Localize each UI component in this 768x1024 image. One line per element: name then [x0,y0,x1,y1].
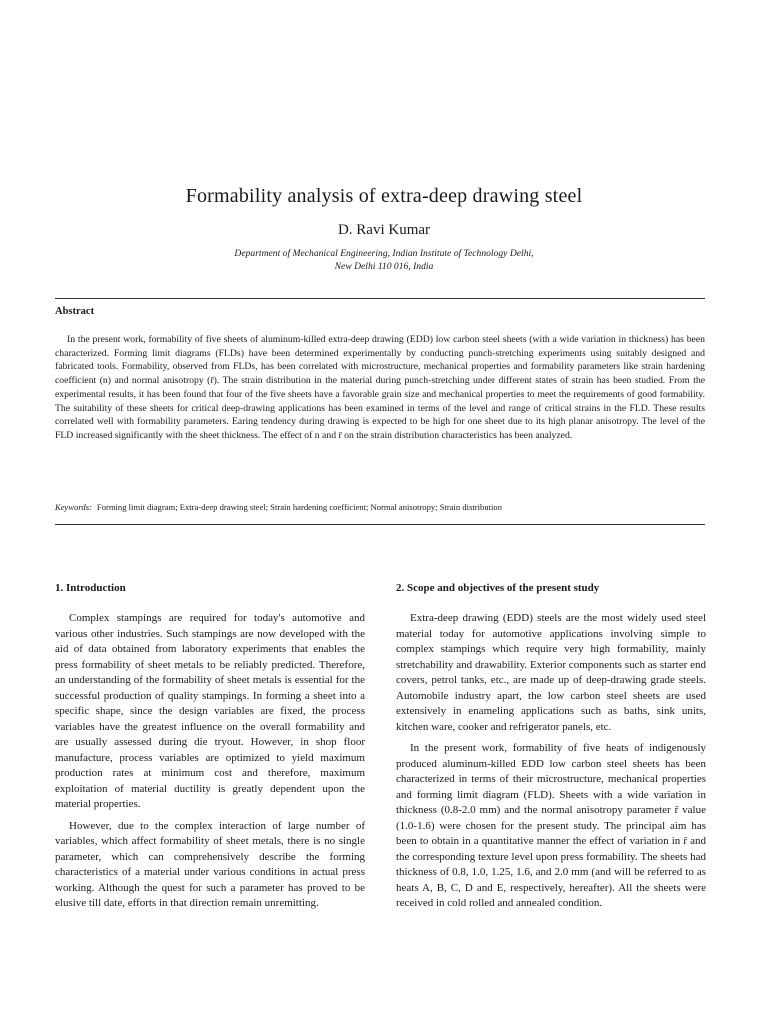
section-heading-introduction: 1. Introduction [55,582,126,594]
paper-title: Formability analysis of extra-deep drawing steel [185,185,583,207]
intro-paragraph-2: However, due to the complex interaction of large number of variables, which affect formability of sheet metals, there is no single parameter, which can comprehensively describe the forming characteristics of a material under various conditions in actual press working. Although the quest for such a parameter has proved to be elusive till date, efforts in that direction remain unremitting. [55,819,365,909]
scope-paragraph-2: In the present work, formability of five heats of indigenously produced aluminum-killed EDD low carbon steel sheets has been characterized in terms of their microstructure, mechanical properties and forming limit diagram (FLD). Sheets with a wide variation in thickness (0.8-2.0 mm) and the normal anisotropy parameter r̄ value (1.0-1.6) were chosen for the present study. The principal aim has been to obtain in a quantitative manner the effect of variation in r̄ and the corresponding texture level upon press formability. The sheets had thickness of 0.8, 1.0, 1.25, 1.6, and 2.0 mm (and will be referred to as heats A, B, C, D and E, respectively, hereafter). All the sheets were received in cold rolled and annealed condition. [396,742,706,909]
abstract-text: In the present work, formability of five sheets of aluminum-killed extra-deep drawing (EDD) low carbon steel sheets (with a wide variation in thickness) has been characterized. Forming limit diagrams (FLDs) have been determined experimentally by conducting punch-stretching experiments using suitably designed and fabricated tools. Formability, observed from FLDs, has been correlated with microstructure, mechanical properties and formability parameters like strain hardening coefficient (n) and normal anisotropy (r̄). The strain distribution in the material during punch-stretching under different states of strain has been studied. From the experimental results, it has been found that four of the five sheets have a favorable grain size and mechanical properties to meet the requirements of good formability. The suitability of these sheets for critical deep-drawing applications has been examined in terms of the level and range of critical strains in the FLD. These results correlated well with formability parameters. Earing tendency during drawing is expected to be high for one sheet due to its high planar anisotropy. The level of the FLD increased significantly with the sheet thickness. The effect of n and r̄ on the strain distribution characteristics has been analyzed. [55,334,705,441]
keywords-line [55,502,705,512]
right-column [396,582,706,918]
keywords-text: Forming limit diagram; Extra-deep drawing steel; Strain hardening coefficient; Normal anisotropy; Strain distribution [96,502,503,512]
left-column [55,582,365,918]
keywords-label: Keywords: [55,502,92,512]
bottom-rule [55,524,705,525]
affiliation-line-1: Department of Mechanical Engineering, Indian Institute of Technology Delhi, [234,248,534,259]
top-rule [55,298,705,299]
affiliation-line-2: New Delhi 110 016, India [334,261,434,272]
author-name: D. Ravi Kumar [337,222,431,238]
abstract-heading: Abstract [55,306,95,317]
scope-paragraph-1: Extra-deep drawing (EDD) steels are the most widely used steel material today for automotive applications involving simple to complex stampings which require very high formability, mainly stretchability and drawability. Exterior components such as starter end covers, petrol tanks, etc., are made up of deep-drawing grade steels. Automobile industry apart, the low carbon steel sheets are used extensively in enameling applications such as baths, sink units, kitchen ware, cooker and refrigerator panels, etc. [396,612,706,733]
author-affiliation [0,247,768,273]
intro-paragraph-1: Complex stampings are required for today's automotive and various other industries. Such stampings are now developed with the aid of data obtained from laboratory experiments that enables the press formability of sheet metals to be reliably predicted. Therefore, an understanding of the formability of sheet metals is essential for the successful production of quality stampings. In forming a sheet into a specific shape, since the design variables are fixed, the process variables have the greatest influence on the overall formability and are usually assessed during die tryout. However, in shop floor manufacture, process variables are optimized to yield maximum production rates at minimum cost and therefore, maximum exploitation of material ductility is greatly dependent upon the material properties. [55,612,365,810]
section-heading-scope: 2. Scope and objectives of the present study [396,582,600,594]
